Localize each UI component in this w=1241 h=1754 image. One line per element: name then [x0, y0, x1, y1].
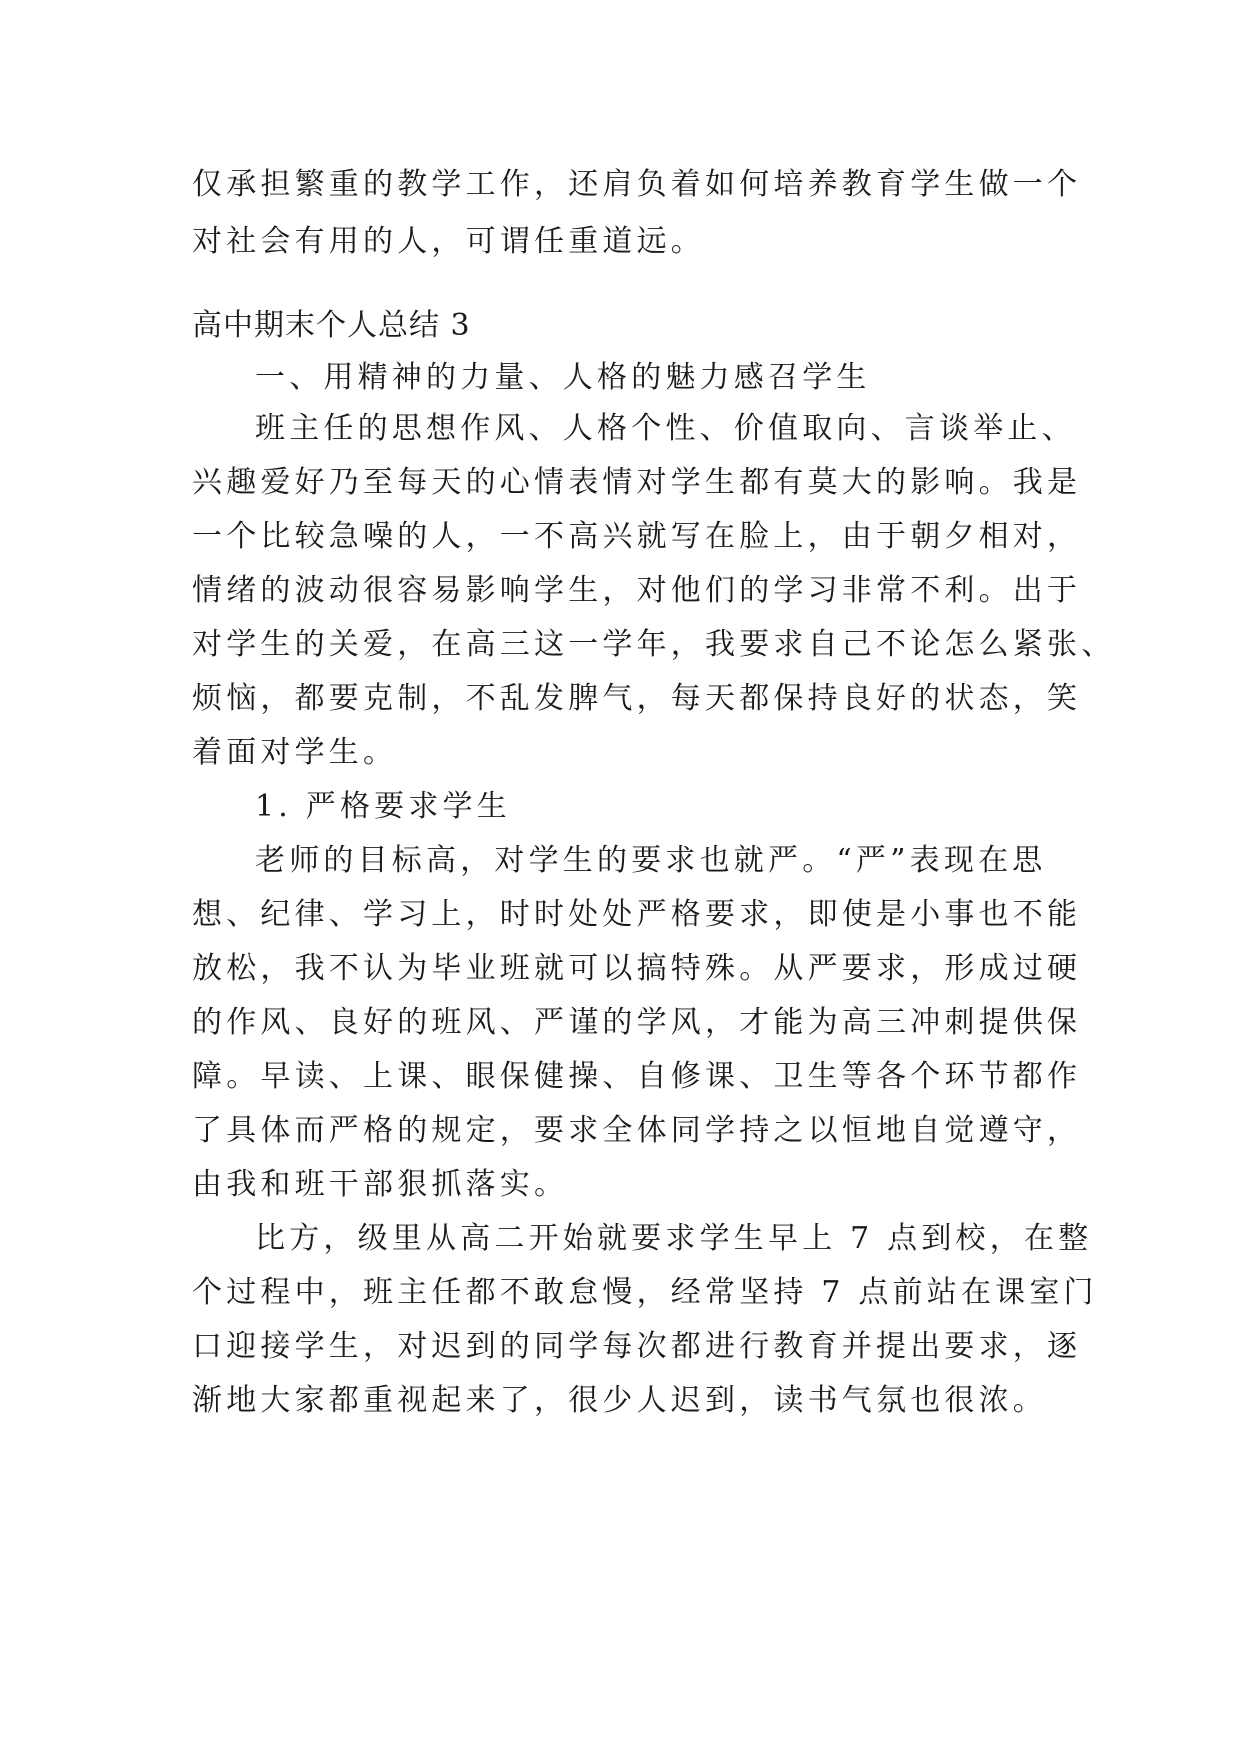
- paragraph-line: 渐地大家都重视起来了，很少人迟到，读书气氛也很浓。: [192, 1383, 1047, 1418]
- paragraph-line: 烦恼，都要克制，不乱发脾气，每天都保持良好的状态，笑: [192, 681, 1082, 716]
- subheading: 1. 严格要求学生: [255, 789, 511, 824]
- paragraph-line: 障。早读、上课、眼保健操、自修课、卫生等各个环节都作: [192, 1059, 1082, 1094]
- text-line: 对社会有用的人，可谓任重道远。: [192, 224, 705, 259]
- paragraph-line: 情绪的波动很容易影响学生，对他们的学习非常不利。出于: [192, 573, 1082, 608]
- paragraph-line: 由我和班干部狠抓落实。: [192, 1167, 569, 1202]
- paragraph-line: 班主任的思想作风、人格个性、价值取向、言谈举止、: [255, 411, 1076, 446]
- paragraph-line: 放松，我不认为毕业班就可以搞特殊。从严要求，形成过硬: [192, 951, 1082, 986]
- paragraph-line: 口迎接学生，对迟到的同学每次都进行教育并提出要求，逐: [192, 1329, 1082, 1364]
- paragraph-line: 着面对学生。: [192, 735, 398, 770]
- paragraph-line: 想、纪律、学习上，时时处处严格要求，即使是小事也不能: [192, 897, 1082, 932]
- paragraph-line: 个过程中，班主任都不敢怠慢，经常坚持 7 点前站在课室门: [192, 1275, 1098, 1310]
- paragraph-line: 比方，级里从高二开始就要求学生早上 7 点到校，在整: [255, 1221, 1093, 1256]
- paragraph-line: 对学生的关爱，在高三这一学年，我要求自己不论怎么紧张、: [192, 627, 1116, 662]
- section-title: 高中期末个人总结 3: [192, 308, 471, 343]
- subheading: 一、用精神的力量、人格的魅力感召学生: [255, 360, 871, 395]
- paragraph-line: 一个比较急噪的人，一不高兴就写在脸上，由于朝夕相对，: [192, 519, 1082, 554]
- paragraph-line: 老师的目标高，对学生的要求也就严。“严”表现在思: [255, 843, 1047, 878]
- text-line: 仅承担繁重的教学工作，还肩负着如何培养教育学生做一个: [192, 167, 1082, 202]
- paragraph-line: 的作风、良好的班风、严谨的学风，才能为高三冲刺提供保: [192, 1005, 1082, 1040]
- paragraph-line: 兴趣爱好乃至每天的心情表情对学生都有莫大的影响。我是: [192, 465, 1082, 500]
- paragraph-line: 了具体而严格的规定，要求全体同学持之以恒地自觉遵守，: [192, 1113, 1082, 1148]
